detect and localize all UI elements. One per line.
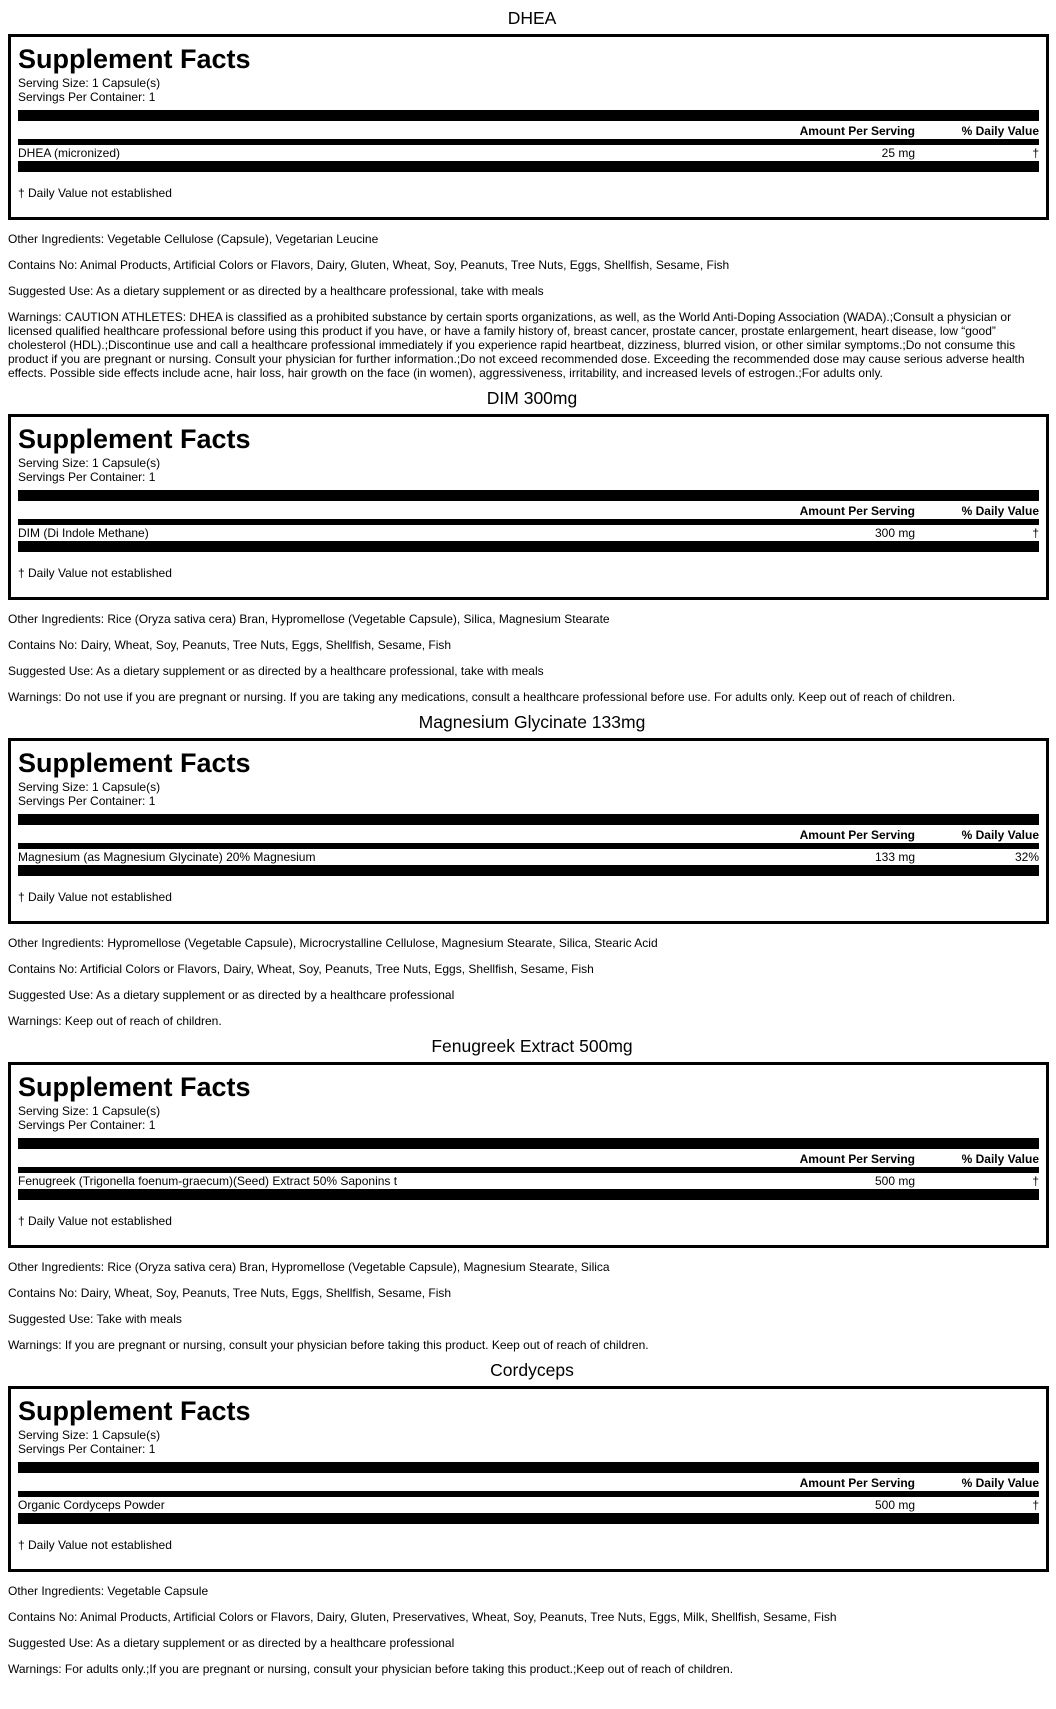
ingredient-row	[18, 1497, 1039, 1513]
supplement-facts-panel	[8, 414, 1049, 600]
ingredient-amount: 133 mg	[874, 850, 915, 864]
product-name: Cordyceps	[490, 1360, 574, 1380]
warnings: Warnings: Do not use if you are pregnant or nursing. If you are taking any medications, consult a healthcare professional before use. For adults only. Keep out of reach of children.	[8, 690, 956, 704]
dv-header: % Daily Value	[961, 828, 1039, 842]
warnings: Warnings: Keep out of reach of children.	[8, 1014, 222, 1028]
facts-header-row	[18, 1473, 1039, 1491]
ingredient-name: Magnesium (as Magnesium Glycinate) 20% Magnesium	[18, 850, 316, 864]
ingredient-name: Fenugreek (Trigonella foenum-graecum)(Seed) Extract 50% Saponins t	[18, 1174, 398, 1188]
amount-header: Amount Per Serving	[799, 1152, 915, 1166]
warnings: Warnings: For adults only.;If you are pregnant or nursing, consult your physician before taking this product.;Keep out of reach of children.	[8, 1662, 734, 1676]
serving-size: Serving Size: 1 Capsule(s)	[18, 456, 161, 470]
serving-size: Serving Size: 1 Capsule(s)	[18, 1104, 161, 1118]
product-name: Fenugreek Extract 500mg	[431, 1036, 633, 1056]
contains-no: Contains No: Dairy, Wheat, Soy, Peanuts, Tree Nuts, Eggs, Shellfish, Sesame, Fish	[8, 638, 452, 652]
facts-title: Supplement Facts	[18, 1072, 251, 1102]
dv-footnote: † Daily Value not established	[18, 1214, 172, 1228]
ingredient-dv: †	[1032, 146, 1039, 160]
servings-per-container: Servings Per Container: 1	[18, 1442, 156, 1456]
divider-thick	[18, 541, 1039, 552]
supplement-facts-panel	[8, 34, 1049, 220]
ingredient-dv: †	[1032, 526, 1039, 540]
dv-footnote: † Daily Value not established	[18, 890, 172, 904]
supplement-facts-panel	[8, 1386, 1049, 1572]
dv-header: % Daily Value	[961, 504, 1039, 518]
facts-title: Supplement Facts	[18, 424, 251, 454]
facts-header-row	[18, 121, 1039, 139]
product-info	[8, 924, 1038, 1028]
divider-thick	[18, 814, 1039, 825]
ingredient-dv: †	[1032, 1498, 1039, 1512]
warnings: Warnings: If you are pregnant or nursing, consult your physician before taking this product. Keep out of reach of children.	[8, 1338, 649, 1352]
amount-header: Amount Per Serving	[799, 828, 915, 842]
dv-footnote: † Daily Value not established	[18, 1538, 172, 1552]
ingredient-name: Organic Cordyceps Powder	[18, 1498, 165, 1512]
serving-size: Serving Size: 1 Capsule(s)	[18, 1428, 161, 1442]
other-ingredients: Other Ingredients: Rice (Oryza sativa cera) Bran, Hypromellose (Vegetable Capsule), Magnesium Stearate, Silica	[8, 1260, 610, 1274]
product-section-cordyceps	[8, 1352, 1056, 1676]
suggested-use: Suggested Use: Take with meals	[8, 1312, 182, 1326]
ingredient-amount: 300 mg	[874, 526, 915, 540]
suggested-use: Suggested Use: As a dietary supplement or as directed by a healthcare professional	[8, 988, 455, 1002]
ingredient-name: DIM (Di Indole Methane)	[18, 526, 149, 540]
amount-header: Amount Per Serving	[799, 1476, 915, 1490]
divider-thick	[18, 1462, 1039, 1473]
ingredient-dv: 32%	[1014, 850, 1039, 864]
contains-no: Contains No: Animal Products, Artificial Colors or Flavors, Dairy, Gluten, Wheat, Soy, Peanuts, Tree Nuts, Eggs, Shellfish, Sesame, Fish	[8, 258, 730, 272]
other-ingredients: Other Ingredients: Hypromellose (Vegetable Capsule), Microcrystalline Cellulose, Magnesium Stearate, Silica, Stearic Acid	[8, 936, 658, 950]
contains-no: Contains No: Dairy, Wheat, Soy, Peanuts, Tree Nuts, Eggs, Shellfish, Sesame, Fish	[8, 1286, 452, 1300]
divider-thick	[18, 110, 1039, 121]
product-section-dhea	[8, 0, 1056, 380]
divider-thick	[18, 1138, 1039, 1149]
product-info	[8, 1572, 1038, 1676]
servings-per-container: Servings Per Container: 1	[18, 470, 156, 484]
product-name: Magnesium Glycinate 133mg	[418, 712, 646, 732]
dv-header: % Daily Value	[961, 1476, 1039, 1490]
supplement-facts-panel	[8, 1062, 1049, 1248]
dv-footnote: † Daily Value not established	[18, 566, 172, 580]
dv-header: % Daily Value	[961, 124, 1039, 138]
suggested-use: Suggested Use: As a dietary supplement or as directed by a healthcare professional, take with meals	[8, 284, 544, 298]
ingredient-row	[18, 145, 1039, 161]
ingredient-name: DHEA (micronized)	[18, 146, 121, 160]
product-section-fenugreek	[8, 1028, 1056, 1352]
facts-header-row	[18, 1149, 1039, 1167]
servings-per-container: Servings Per Container: 1	[18, 1118, 156, 1132]
facts-title: Supplement Facts	[18, 1396, 251, 1426]
contains-no: Contains No: Artificial Colors or Flavors, Dairy, Wheat, Soy, Peanuts, Tree Nuts, Eggs, Shellfish, Sesame, Fish	[8, 962, 594, 976]
ingredient-amount: 500 mg	[874, 1174, 915, 1188]
amount-header: Amount Per Serving	[799, 504, 915, 518]
product-name: DIM 300mg	[486, 388, 578, 408]
product-name: DHEA	[507, 8, 557, 28]
divider-thick	[18, 865, 1039, 876]
other-ingredients: Other Ingredients: Rice (Oryza sativa cera) Bran, Hypromellose (Vegetable Capsule), Silica, Magnesium Stearate	[8, 612, 610, 626]
amount-header: Amount Per Serving	[799, 124, 915, 138]
divider-thick	[18, 490, 1039, 501]
servings-per-container: Servings Per Container: 1	[18, 794, 156, 808]
suggested-use: Suggested Use: As a dietary supplement or as directed by a healthcare professional, take with meals	[8, 664, 544, 678]
facts-title: Supplement Facts	[18, 748, 251, 778]
facts-header-row	[18, 501, 1039, 519]
warnings: Warnings: CAUTION ATHLETES: DHEA is classified as a prohibited substance by certain sports organizations, as well, as the World Anti-Doping Association (WADA).;Consult a physician or licensed qualified healthcare professional before using this product if you have, or have a family history of, breast cancer, prostate cancer, prostate enlargement, heart disease, low “good” cholesterol (HDL).;Discontinue use and call a healthcare professional immediately if you experience rapid heartbeat, dizziness, blurred vision, or other similar symptoms.;Do not consume this product if you are pregnant or nursing. Consult your physician for further information.;Do not exceed recommended dose. Exceeding the recommended dose may cause serious adverse health effects. Possible side effects include acne, hair loss, hair growth on the face (in women), aggressiveness, irritability, and increased levels of estrogen.;For adults only.	[8, 310, 1025, 380]
ingredient-amount: 25 mg	[881, 146, 915, 160]
facts-title: Supplement Facts	[18, 44, 251, 74]
divider-thick	[18, 1189, 1039, 1200]
supplement-facts-panel	[8, 738, 1049, 924]
product-section-magnesium	[8, 704, 1056, 1028]
servings-per-container: Servings Per Container: 1	[18, 90, 156, 104]
product-info	[8, 1248, 1038, 1352]
product-section-dim	[8, 380, 1056, 704]
serving-size: Serving Size: 1 Capsule(s)	[18, 780, 161, 794]
ingredient-row	[18, 849, 1039, 865]
facts-header-row	[18, 825, 1039, 843]
divider-thick	[18, 161, 1039, 172]
dv-header: % Daily Value	[961, 1152, 1039, 1166]
contains-no: Contains No: Animal Products, Artificial Colors or Flavors, Dairy, Gluten, Preservatives, Wheat, Soy, Peanuts, Tree Nuts, Eggs, Milk, Shellfish, Sesame, Fish	[8, 1610, 837, 1624]
product-info	[8, 600, 1038, 704]
ingredient-dv: †	[1032, 1174, 1039, 1188]
suggested-use: Suggested Use: As a dietary supplement or as directed by a healthcare professional	[8, 1636, 455, 1650]
other-ingredients: Other Ingredients: Vegetable Cellulose (Capsule), Vegetarian Leucine	[8, 232, 379, 246]
divider-thick	[18, 1513, 1039, 1524]
dv-footnote: † Daily Value not established	[18, 186, 172, 200]
ingredient-amount: 500 mg	[874, 1498, 915, 1512]
product-info	[8, 220, 1038, 380]
ingredient-row	[18, 525, 1039, 541]
serving-size: Serving Size: 1 Capsule(s)	[18, 76, 161, 90]
other-ingredients: Other Ingredients: Vegetable Capsule	[8, 1584, 209, 1598]
ingredient-row	[18, 1173, 1039, 1189]
